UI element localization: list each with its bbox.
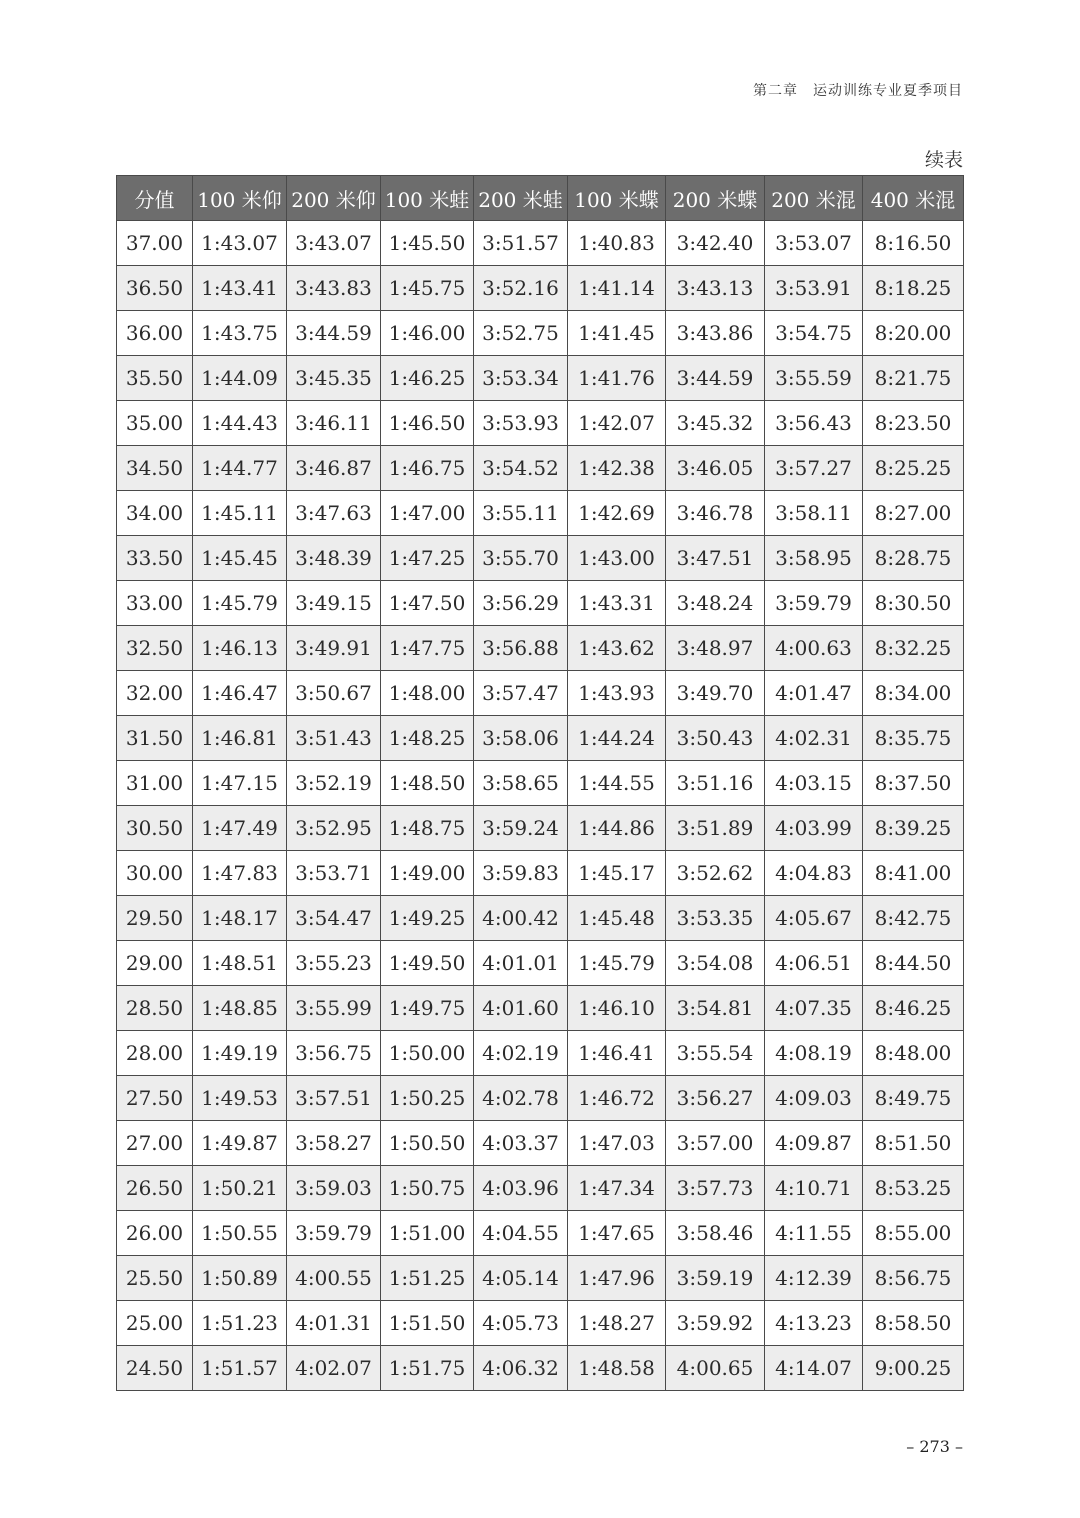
time-cell: 3:53.34 (474, 356, 568, 401)
time-cell: 3:55.99 (287, 986, 381, 1031)
time-cell: 3:58.27 (287, 1121, 381, 1166)
column-header: 200 米仰 (287, 176, 381, 221)
time-cell: 1:50.55 (193, 1211, 287, 1256)
time-cell: 1:50.21 (193, 1166, 287, 1211)
time-cell: 3:50.43 (666, 716, 765, 761)
time-cell: 3:52.95 (287, 806, 381, 851)
time-cell: 8:23.50 (863, 401, 964, 446)
time-cell: 8:51.50 (863, 1121, 964, 1166)
time-cell: 1:47.50 (381, 581, 474, 626)
time-cell: 3:58.46 (666, 1211, 765, 1256)
time-cell: 8:30.50 (863, 581, 964, 626)
time-cell: 1:42.69 (568, 491, 666, 536)
score-cell: 30.00 (117, 851, 193, 896)
time-cell: 1:48.27 (568, 1301, 666, 1346)
time-cell: 3:58.11 (765, 491, 863, 536)
time-cell: 4:01.60 (474, 986, 568, 1031)
time-cell: 1:49.87 (193, 1121, 287, 1166)
time-cell: 1:50.50 (381, 1121, 474, 1166)
score-table (116, 175, 964, 1391)
time-cell: 4:05.14 (474, 1256, 568, 1301)
table-row (117, 1256, 964, 1301)
time-cell: 3:42.40 (666, 221, 765, 266)
score-cell: 37.00 (117, 221, 193, 266)
time-cell: 4:00.65 (666, 1346, 765, 1391)
score-cell: 26.00 (117, 1211, 193, 1256)
time-cell: 1:45.17 (568, 851, 666, 896)
time-cell: 3:48.97 (666, 626, 765, 671)
time-cell: 1:50.00 (381, 1031, 474, 1076)
time-cell: 3:46.05 (666, 446, 765, 491)
time-cell: 3:54.75 (765, 311, 863, 356)
column-header: 200 米混 (765, 176, 863, 221)
table-row (117, 221, 964, 266)
time-cell: 8:21.75 (863, 356, 964, 401)
time-cell: 1:48.75 (381, 806, 474, 851)
table-row (117, 1076, 964, 1121)
time-cell: 1:46.72 (568, 1076, 666, 1121)
table-row (117, 986, 964, 1031)
time-cell: 1:46.25 (381, 356, 474, 401)
time-cell: 1:45.45 (193, 536, 287, 581)
time-cell: 3:46.87 (287, 446, 381, 491)
table-row (117, 1031, 964, 1076)
time-cell: 8:35.75 (863, 716, 964, 761)
time-cell: 3:48.39 (287, 536, 381, 581)
time-cell: 3:53.71 (287, 851, 381, 896)
time-cell: 1:46.00 (381, 311, 474, 356)
time-cell: 1:49.53 (193, 1076, 287, 1121)
page-number: – 273 – (906, 1437, 963, 1456)
table-row (117, 761, 964, 806)
time-cell: 1:41.76 (568, 356, 666, 401)
time-cell: 3:49.70 (666, 671, 765, 716)
time-cell: 1:46.41 (568, 1031, 666, 1076)
table-row (117, 626, 964, 671)
time-cell: 4:01.47 (765, 671, 863, 716)
score-cell: 28.00 (117, 1031, 193, 1076)
header-row (117, 176, 964, 221)
time-cell: 3:59.03 (287, 1166, 381, 1211)
time-cell: 1:48.51 (193, 941, 287, 986)
time-cell: 3:51.89 (666, 806, 765, 851)
time-cell: 3:58.95 (765, 536, 863, 581)
time-cell: 4:03.99 (765, 806, 863, 851)
time-cell: 1:43.41 (193, 266, 287, 311)
time-cell: 3:57.73 (666, 1166, 765, 1211)
time-cell: 4:05.67 (765, 896, 863, 941)
time-cell: 3:55.54 (666, 1031, 765, 1076)
column-header: 100 米仰 (193, 176, 287, 221)
column-header: 100 米蛙 (381, 176, 474, 221)
table-body (117, 221, 964, 1391)
time-cell: 3:57.51 (287, 1076, 381, 1121)
time-cell: 1:43.31 (568, 581, 666, 626)
score-cell: 26.50 (117, 1166, 193, 1211)
score-cell: 25.50 (117, 1256, 193, 1301)
table-row (117, 266, 964, 311)
time-cell: 8:44.50 (863, 941, 964, 986)
time-cell: 1:50.25 (381, 1076, 474, 1121)
time-cell: 4:09.87 (765, 1121, 863, 1166)
time-cell: 1:40.83 (568, 221, 666, 266)
time-cell: 4:12.39 (765, 1256, 863, 1301)
time-cell: 8:18.25 (863, 266, 964, 311)
table-row (117, 851, 964, 896)
time-cell: 8:46.25 (863, 986, 964, 1031)
time-cell: 3:55.11 (474, 491, 568, 536)
time-cell: 1:51.00 (381, 1211, 474, 1256)
time-cell: 9:00.25 (863, 1346, 964, 1391)
score-cell: 29.00 (117, 941, 193, 986)
time-cell: 3:49.91 (287, 626, 381, 671)
score-cell: 34.50 (117, 446, 193, 491)
time-cell: 1:47.15 (193, 761, 287, 806)
time-cell: 3:51.57 (474, 221, 568, 266)
time-cell: 4:02.07 (287, 1346, 381, 1391)
time-cell: 3:47.63 (287, 491, 381, 536)
score-cell: 33.00 (117, 581, 193, 626)
time-cell: 8:25.25 (863, 446, 964, 491)
time-cell: 3:53.91 (765, 266, 863, 311)
time-cell: 3:59.83 (474, 851, 568, 896)
time-cell: 4:02.78 (474, 1076, 568, 1121)
table-row (117, 896, 964, 941)
time-cell: 3:51.16 (666, 761, 765, 806)
table-row (117, 1211, 964, 1256)
column-header: 400 米混 (863, 176, 964, 221)
time-cell: 3:57.47 (474, 671, 568, 716)
score-cell: 25.00 (117, 1301, 193, 1346)
time-cell: 3:44.59 (287, 311, 381, 356)
time-cell: 1:47.49 (193, 806, 287, 851)
time-cell: 1:47.96 (568, 1256, 666, 1301)
time-cell: 1:44.86 (568, 806, 666, 851)
time-cell: 1:49.19 (193, 1031, 287, 1076)
time-cell: 4:09.03 (765, 1076, 863, 1121)
score-cell: 36.00 (117, 311, 193, 356)
time-cell: 4:03.96 (474, 1166, 568, 1211)
score-cell: 32.00 (117, 671, 193, 716)
time-cell: 1:45.50 (381, 221, 474, 266)
time-cell: 1:44.77 (193, 446, 287, 491)
time-cell: 1:46.81 (193, 716, 287, 761)
table-row (117, 311, 964, 356)
time-cell: 1:49.00 (381, 851, 474, 896)
time-cell: 3:43.07 (287, 221, 381, 266)
time-cell: 3:45.35 (287, 356, 381, 401)
time-cell: 3:56.75 (287, 1031, 381, 1076)
time-cell: 3:52.75 (474, 311, 568, 356)
table-header (117, 176, 964, 221)
time-cell: 1:46.75 (381, 446, 474, 491)
score-cell: 35.00 (117, 401, 193, 446)
table-row (117, 581, 964, 626)
table-row (117, 1121, 964, 1166)
score-cell: 31.00 (117, 761, 193, 806)
time-cell: 4:10.71 (765, 1166, 863, 1211)
time-cell: 3:56.43 (765, 401, 863, 446)
table-row (117, 491, 964, 536)
time-cell: 8:16.50 (863, 221, 964, 266)
time-cell: 3:45.32 (666, 401, 765, 446)
time-cell: 3:46.78 (666, 491, 765, 536)
time-cell: 3:53.35 (666, 896, 765, 941)
time-cell: 1:47.65 (568, 1211, 666, 1256)
time-cell: 3:43.13 (666, 266, 765, 311)
time-cell: 1:51.75 (381, 1346, 474, 1391)
time-cell: 3:56.88 (474, 626, 568, 671)
table-row (117, 536, 964, 581)
time-cell: 1:51.23 (193, 1301, 287, 1346)
table-row (117, 1166, 964, 1211)
time-cell: 4:01.01 (474, 941, 568, 986)
time-cell: 1:46.50 (381, 401, 474, 446)
time-cell: 1:49.75 (381, 986, 474, 1031)
time-cell: 8:20.00 (863, 311, 964, 356)
time-cell: 1:45.79 (568, 941, 666, 986)
time-cell: 1:47.03 (568, 1121, 666, 1166)
time-cell: 1:51.50 (381, 1301, 474, 1346)
time-cell: 1:46.47 (193, 671, 287, 716)
time-cell: 3:59.79 (765, 581, 863, 626)
time-cell: 1:48.85 (193, 986, 287, 1031)
time-cell: 1:47.34 (568, 1166, 666, 1211)
time-cell: 1:41.14 (568, 266, 666, 311)
time-cell: 4:06.51 (765, 941, 863, 986)
time-cell: 3:59.79 (287, 1211, 381, 1256)
time-cell: 3:58.06 (474, 716, 568, 761)
time-cell: 3:59.92 (666, 1301, 765, 1346)
time-cell: 4:08.19 (765, 1031, 863, 1076)
time-cell: 3:49.15 (287, 581, 381, 626)
time-cell: 1:47.75 (381, 626, 474, 671)
time-cell: 4:05.73 (474, 1301, 568, 1346)
time-cell: 1:51.57 (193, 1346, 287, 1391)
time-cell: 1:47.83 (193, 851, 287, 896)
time-cell: 1:42.38 (568, 446, 666, 491)
time-cell: 8:41.00 (863, 851, 964, 896)
score-cell: 33.50 (117, 536, 193, 581)
time-cell: 3:54.08 (666, 941, 765, 986)
time-cell: 1:44.43 (193, 401, 287, 446)
time-cell: 1:48.58 (568, 1346, 666, 1391)
time-cell: 4:04.55 (474, 1211, 568, 1256)
time-cell: 8:34.00 (863, 671, 964, 716)
column-header: 分值 (117, 176, 193, 221)
time-cell: 1:48.50 (381, 761, 474, 806)
time-cell: 1:45.48 (568, 896, 666, 941)
time-cell: 1:50.89 (193, 1256, 287, 1301)
time-cell: 3:56.27 (666, 1076, 765, 1121)
time-cell: 3:59.24 (474, 806, 568, 851)
score-cell: 28.50 (117, 986, 193, 1031)
time-cell: 8:42.75 (863, 896, 964, 941)
table-row (117, 716, 964, 761)
time-cell: 8:58.50 (863, 1301, 964, 1346)
time-cell: 3:56.29 (474, 581, 568, 626)
time-cell: 1:46.13 (193, 626, 287, 671)
score-cell: 35.50 (117, 356, 193, 401)
time-cell: 1:45.79 (193, 581, 287, 626)
time-cell: 1:44.09 (193, 356, 287, 401)
table-row (117, 1301, 964, 1346)
time-cell: 1:43.00 (568, 536, 666, 581)
time-cell: 1:45.11 (193, 491, 287, 536)
time-cell: 1:43.07 (193, 221, 287, 266)
time-cell: 4:00.63 (765, 626, 863, 671)
time-cell: 1:47.00 (381, 491, 474, 536)
time-cell: 8:55.00 (863, 1211, 964, 1256)
score-cell: 32.50 (117, 626, 193, 671)
time-cell: 1:50.75 (381, 1166, 474, 1211)
time-cell: 8:27.00 (863, 491, 964, 536)
time-cell: 3:52.16 (474, 266, 568, 311)
table-row (117, 356, 964, 401)
time-cell: 1:47.25 (381, 536, 474, 581)
time-cell: 3:47.51 (666, 536, 765, 581)
time-cell: 1:49.25 (381, 896, 474, 941)
time-cell: 4:01.31 (287, 1301, 381, 1346)
time-cell: 3:55.59 (765, 356, 863, 401)
time-cell: 8:48.00 (863, 1031, 964, 1076)
column-header: 200 米蛙 (474, 176, 568, 221)
time-cell: 1:51.25 (381, 1256, 474, 1301)
time-cell: 3:50.67 (287, 671, 381, 716)
time-cell: 3:43.83 (287, 266, 381, 311)
score-cell: 29.50 (117, 896, 193, 941)
time-cell: 4:13.23 (765, 1301, 863, 1346)
time-cell: 3:54.81 (666, 986, 765, 1031)
table-row (117, 671, 964, 716)
time-cell: 1:48.25 (381, 716, 474, 761)
time-cell: 3:46.11 (287, 401, 381, 446)
time-cell: 1:43.93 (568, 671, 666, 716)
time-cell: 1:44.24 (568, 716, 666, 761)
time-cell: 1:48.17 (193, 896, 287, 941)
time-cell: 8:53.25 (863, 1166, 964, 1211)
table-row (117, 941, 964, 986)
table-row (117, 1346, 964, 1391)
time-cell: 3:59.19 (666, 1256, 765, 1301)
time-cell: 4:14.07 (765, 1346, 863, 1391)
score-cell: 27.00 (117, 1121, 193, 1166)
time-cell: 3:43.86 (666, 311, 765, 356)
time-cell: 8:32.25 (863, 626, 964, 671)
column-header: 100 米蝶 (568, 176, 666, 221)
time-cell: 4:00.42 (474, 896, 568, 941)
time-cell: 3:51.43 (287, 716, 381, 761)
table-row (117, 446, 964, 491)
time-cell: 3:57.00 (666, 1121, 765, 1166)
time-cell: 8:28.75 (863, 536, 964, 581)
score-cell: 27.50 (117, 1076, 193, 1121)
time-cell: 1:46.10 (568, 986, 666, 1031)
time-cell: 4:06.32 (474, 1346, 568, 1391)
table-row (117, 401, 964, 446)
time-cell: 4:04.83 (765, 851, 863, 896)
time-cell: 3:44.59 (666, 356, 765, 401)
score-cell: 30.50 (117, 806, 193, 851)
time-cell: 1:48.00 (381, 671, 474, 716)
continued-label: 续表 (924, 149, 963, 171)
time-cell: 8:39.25 (863, 806, 964, 851)
time-cell: 4:07.35 (765, 986, 863, 1031)
time-cell: 3:54.52 (474, 446, 568, 491)
score-cell: 36.50 (117, 266, 193, 311)
time-cell: 1:42.07 (568, 401, 666, 446)
time-cell: 1:49.50 (381, 941, 474, 986)
time-cell: 4:00.55 (287, 1256, 381, 1301)
time-cell: 4:11.55 (765, 1211, 863, 1256)
time-cell: 8:56.75 (863, 1256, 964, 1301)
score-cell: 24.50 (117, 1346, 193, 1391)
time-cell: 4:03.37 (474, 1121, 568, 1166)
time-cell: 1:44.55 (568, 761, 666, 806)
time-cell: 1:43.62 (568, 626, 666, 671)
time-cell: 3:53.07 (765, 221, 863, 266)
time-cell: 3:54.47 (287, 896, 381, 941)
time-cell: 1:43.75 (193, 311, 287, 356)
time-cell: 4:03.15 (765, 761, 863, 806)
time-cell: 3:52.62 (666, 851, 765, 896)
time-cell: 4:02.19 (474, 1031, 568, 1076)
time-cell: 3:48.24 (666, 581, 765, 626)
table-row (117, 806, 964, 851)
time-cell: 8:49.75 (863, 1076, 964, 1121)
time-cell: 3:55.70 (474, 536, 568, 581)
column-header: 200 米蝶 (666, 176, 765, 221)
time-cell: 3:53.93 (474, 401, 568, 446)
score-cell: 31.50 (117, 716, 193, 761)
score-cell: 34.00 (117, 491, 193, 536)
time-cell: 3:57.27 (765, 446, 863, 491)
time-cell: 3:55.23 (287, 941, 381, 986)
time-cell: 1:41.45 (568, 311, 666, 356)
time-cell: 3:52.19 (287, 761, 381, 806)
time-cell: 8:37.50 (863, 761, 964, 806)
time-cell: 1:45.75 (381, 266, 474, 311)
time-cell: 4:02.31 (765, 716, 863, 761)
running-head: 第二章 运动训练专业夏季项目 (753, 83, 963, 99)
time-cell: 3:58.65 (474, 761, 568, 806)
